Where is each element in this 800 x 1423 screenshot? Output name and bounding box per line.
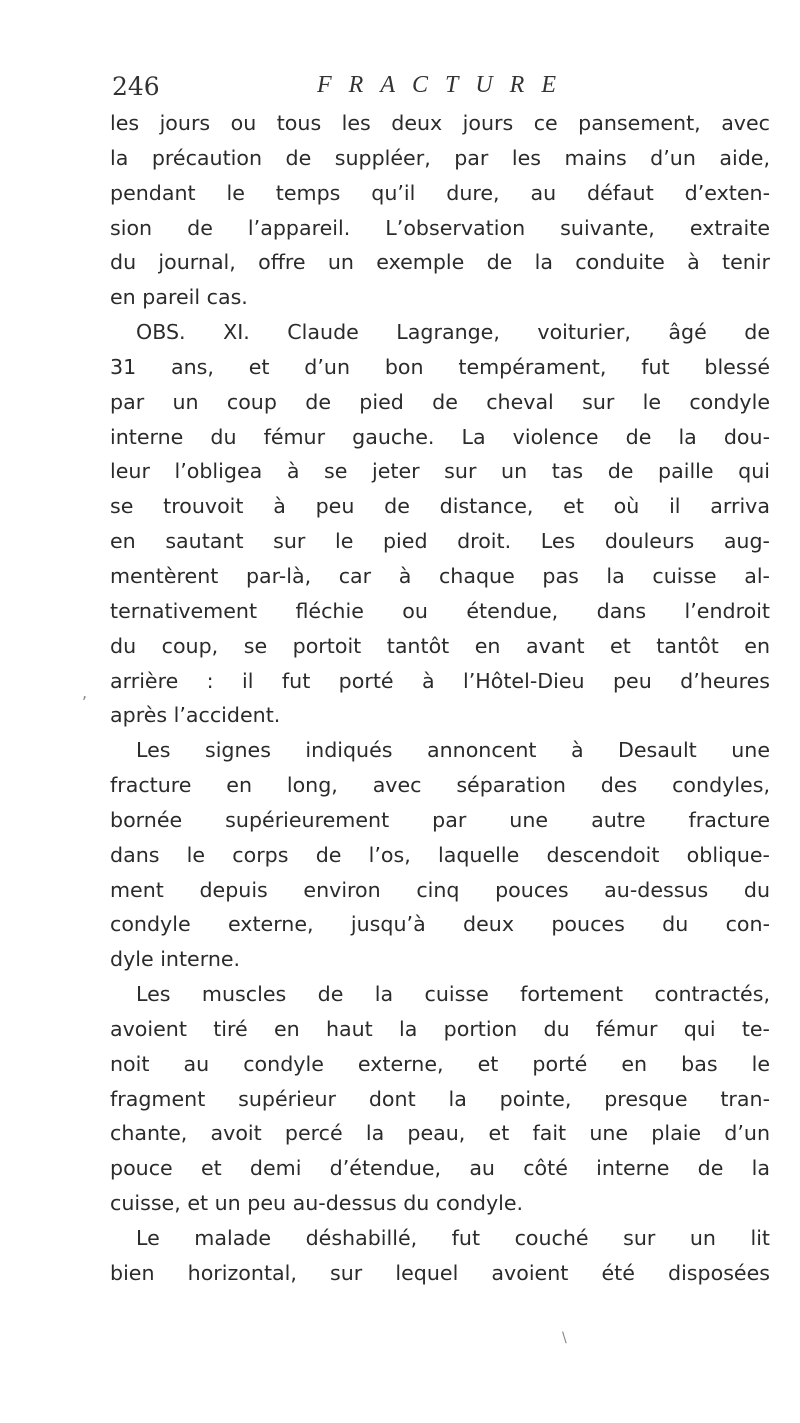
text-line: noit au condyle externe, et porté en bas le [110, 1051, 770, 1076]
text-line: leur l’obligea à se jeter sur un tas de paille qui [110, 459, 770, 484]
text-line: interne du fémur gauche. La violence de la dou- [110, 424, 770, 449]
text-line: fracture en long, avec séparation des condyles, [110, 773, 770, 798]
text-line: condyle externe, jusqu’à deux pouces du con- [110, 912, 770, 937]
text-line: Les muscles de la cuisse fortement contractés, [136, 982, 770, 1007]
text-line: fragment supérieur dont la pointe, presque tran- [110, 1086, 770, 1111]
text-line: pendant le temps qu’il dure, au défaut d’exten- [110, 180, 770, 205]
text-line: 31 ans, et d’un bon tempérament, fut blessé [110, 354, 770, 379]
text-line: se trouvoit à peu de distance, et où il arriva [110, 494, 770, 519]
text-line: avoient tiré en haut la portion du fémur qui te- [110, 1016, 770, 1041]
text-line: du journal, offre un exemple de la conduite à tenir [110, 250, 770, 275]
body-text [110, 106, 770, 1291]
text-line: la précaution de suppléer, par les mains d’un aide, [110, 145, 770, 170]
running-head [112, 72, 612, 108]
text-line: Le malade déshabillé, fut couché sur un lit [136, 1226, 770, 1250]
text-line: par un coup de pied de cheval sur le condyle [110, 389, 770, 414]
text-line: en pareil cas. [110, 285, 248, 310]
margin-mark: , [82, 683, 88, 702]
text-line: sion de l’appareil. L’observation suivante, extraite [110, 215, 770, 240]
text-line: pouce et demi d’étendue, au côté interne de la [110, 1156, 770, 1181]
text-line: en sautant sur le pied droit. Les douleurs aug- [110, 529, 770, 554]
text-line: après l’accident. [110, 703, 281, 728]
text-line: bien horizontal, sur lequel avoient été disposées [110, 1260, 770, 1285]
text-line: du coup, se portoit tantôt en avant et tantôt en [110, 633, 770, 658]
text-line: bornée supérieurement par une autre fracture [110, 807, 770, 832]
text-line: Les signes indiqués annoncent à Desault une [136, 738, 770, 763]
text-line: dans le corps de l’os, laquelle descendoit oblique- [110, 842, 770, 867]
bottom-mark: \ [562, 1330, 567, 1346]
running-title: FRACTURE [317, 72, 573, 98]
text-line: dyle interne. [110, 947, 241, 972]
text-line: mentèrent par-là, car à chaque pas la cuisse al- [110, 563, 770, 588]
page-number: 246 [112, 72, 160, 101]
text-line: les jours ou tous les deux jours ce pansement, avec [110, 111, 770, 135]
text-line: chante, avoit percé la peau, et fait une plaie d’un [110, 1121, 770, 1146]
text-line: OBS. XI. Claude Lagrange, voiturier, âgé de [136, 320, 770, 345]
text-line: ment depuis environ cinq pouces au-dessus du [110, 877, 770, 902]
text-line: ternativement fléchie ou étendue, dans l’endroit [110, 598, 770, 623]
text-line: arrière : il fut porté à l’Hôtel-Dieu peu d’heures [110, 668, 770, 693]
text-line: cuisse, et un peu au-dessus du condyle. [110, 1191, 524, 1216]
